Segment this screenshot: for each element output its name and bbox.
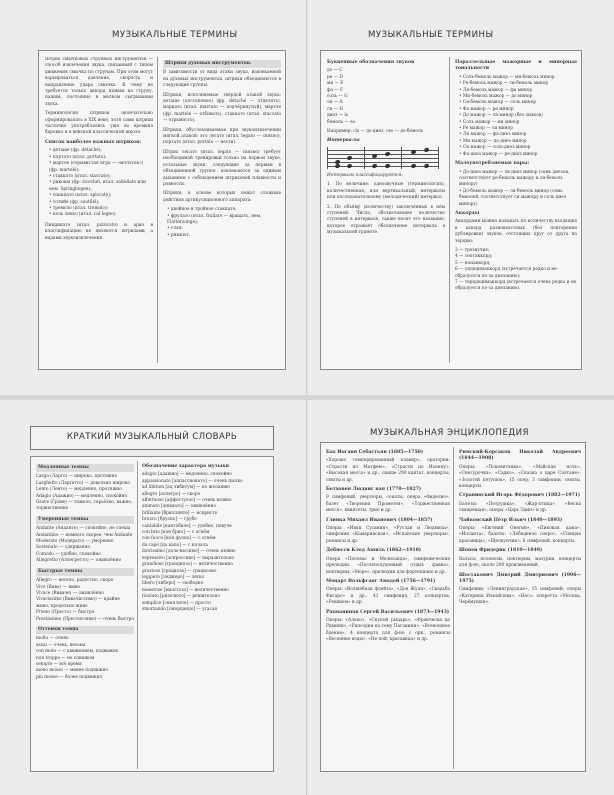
dict-entry: libero [либеро] — свободно xyxy=(142,581,204,587)
example-text: Например: cis — до-диез, ces — до-бемоль xyxy=(327,129,424,135)
dict-entry: Lento (Ленто) — медленно, протяжно xyxy=(36,487,122,493)
list-item: • Ля-бемоль мажор — фа минор xyxy=(459,87,533,93)
dict-entry: Vivace (Виваче) — оживлённо xyxy=(36,590,104,596)
caption: Интервалы классифицируются: xyxy=(327,172,403,178)
list-item: • слэп; xyxy=(167,226,183,232)
dict-entry: meno mosso — менее подвижно xyxy=(36,668,109,674)
composer-name: Шостакович Дмитрий Дмитриевич (1906—1975) xyxy=(459,572,581,584)
dict-entry: con fuoco [кон фуоко] — с огнём xyxy=(142,536,216,542)
dict-entry: cantabile [кантабиле] — удобно, певуче xyxy=(142,523,232,529)
composer-works: Оперы: «Алеко», «Скупой рыцарь», «Франческа да Римини», «Рапсодия на тему Паганини», «Всенощное бдение», 4 концерта для ф-но с орк., романсы «Весенние воды», «Не пой, красавица» и др. xyxy=(326,617,450,643)
list-item: • коль леньо (итал. col legno). xyxy=(49,212,117,218)
dict-entry: brusco [бруско] — грубо xyxy=(142,517,197,523)
composer-name: Римский-Корсаков Николай Андреевич (1844—1908) xyxy=(459,450,581,462)
note-letter: ре — D xyxy=(327,74,343,80)
list-item: • мартле (отрывистая игра — «молоток») (фр. martelé); xyxy=(49,161,144,173)
list-item: • Фа мажор — ре минор xyxy=(459,106,514,112)
composer-works: «Хорошо темперированный клавир», оратории: «Страсти по Матфею», «Страсти по Иоанну», «Высокая месса» и др., свыше 200 кантат, концерты, сюиты и др. xyxy=(326,458,450,483)
composer-name: Рахманинов Сергей Васильевич (1873—1943) xyxy=(326,609,450,615)
list-item: • сотийе (фр. sautillé); xyxy=(49,199,100,205)
column-divider xyxy=(449,57,450,363)
dict-entry: Vivacissimo (Вивачиссимо) — крайне живо, предельно живо xyxy=(36,597,120,609)
composer-works: Опера «Пеллеас и Мелизанда», симфонические прелюдии «Послеполуденный отдых фавна», ноктюрны, «Море», прелюдии для фортепиано и др. xyxy=(326,556,450,575)
section-heading: Параллельные мажорные и минорные тональности xyxy=(455,60,577,72)
composer-name: Шопен Фридерик (1810—1849) xyxy=(459,548,543,554)
list-item: • До-бемоль мажор — ля-бемоль минор (семь бемолей, соответствует си мажору и соль-диез минору) xyxy=(459,188,567,207)
top-right-page xyxy=(308,0,614,395)
intro-text: Штрих смычковых струнных инструментов — способ извлечения звука, связанный с типом движения смычка по струнам. При этом могут варьироваться давление, скорость и направление удара смычка. К чему не требуется только аккорд нажим на струну, нажим, постоянно в мелком сыгрывании звука. xyxy=(45,57,153,107)
paragraph: В зависимости от вида атаки звука, извлекаемой на духовых инструментах, штрихи объединяются в следующие группы. xyxy=(163,70,281,89)
list-item: • Ля мажор — фа-диез минор xyxy=(459,132,527,138)
list-item: 5 — нонаккорд; xyxy=(455,260,491,266)
dict-entry: da capo [да капо] — с начала xyxy=(142,542,208,548)
dict-entry: Allegretto (Аллегретто) — оживлённо xyxy=(36,558,122,564)
paragraph: 1. По величине: однозвучные (терминология), количественная, или вертикальный, интервалы или последовательному (мелодический) интервал. xyxy=(327,182,445,201)
dict-entry: Moderato (Модерато) — умеренно xyxy=(36,539,114,545)
character-column xyxy=(142,461,270,769)
section-heading: Оттенки темпа xyxy=(36,626,134,634)
strings-column xyxy=(45,57,153,363)
list-item: • До мажор — ля минор (без знаков) xyxy=(459,113,543,119)
running-head: МУЗЫКАЛЬНЫЕ ТЕРМИНЫ xyxy=(368,30,494,40)
paragraph: 2. По объёму (количеству) заключённых в нём ступеней. Число, обозначающее количество ступеней в интервале, также носит его название, которое отражает обозначение интервала в музыкальной грамоте. xyxy=(327,204,445,236)
dict-entry: leggiero [леджеро] — легко xyxy=(142,574,205,580)
dict-entry: con moto — с движением, подвижно xyxy=(36,649,119,655)
dict-entry: con brio [кон брио] — с огнём xyxy=(142,530,210,536)
bottom-left-page xyxy=(0,400,306,795)
note-letter: бемоль — es xyxy=(327,119,355,125)
dict-entry: adagio [адажио] — медленно, спокойно xyxy=(142,472,232,478)
list-item: • Ре-бемоль мажор — си-бемоль минор xyxy=(459,81,549,87)
composer-name: Моцарт Вольфганг Амадей (1756—1791) xyxy=(326,578,436,584)
top-spread xyxy=(0,0,614,395)
dict-entry: smorzando [сморцандо] — угасая xyxy=(142,606,218,612)
paragraph: Аккордами можно называть по количеству входящих в аккорд разновысотных (без повторения дублировки) звуков, отстоящих друг от друга на терцию: xyxy=(455,219,577,244)
subheading: Интервалы xyxy=(327,138,360,144)
dict-entry: maestoso [маэстозо] — величественно xyxy=(142,587,229,593)
list-item: • Соль мажор — ми минор xyxy=(459,119,520,125)
note-letter: си — H xyxy=(327,106,344,112)
composer-works: Оперы: «Иван Сусанин», «Руслан и Людмила», симфонии «Камаринская», «Испанские увертюры», романсы и др. xyxy=(326,526,450,544)
keys-column xyxy=(455,57,577,363)
list-item: • До-диез мажор — ля-диез минор (семь диезов, соответствует ре-бемоль мажору и си-бемоль минору) xyxy=(459,169,570,188)
dict-entry: sempre — всё время xyxy=(36,661,82,667)
bottom-right-page xyxy=(308,400,614,795)
dict-entry: Grave (Граве) — тяжело, серьёзно, важно, торжественно xyxy=(36,500,133,512)
subheading: Малоупотребляемые пары: xyxy=(455,161,530,167)
list-item: • деташе (фр. détaché); xyxy=(49,148,102,154)
paragraph: Штрихи, в основе которых лежат сложные действия артикуляционного аппарата: xyxy=(163,191,281,203)
note-letter: соль — G xyxy=(327,94,348,100)
dict-entry: Sostenuto — сдержанно xyxy=(36,545,91,551)
list-item: • Ми мажор — до-диез минор xyxy=(459,138,527,144)
note-letter: ми — E xyxy=(327,81,344,87)
composer-name: Глинка Михаил Иванович (1804—1857) xyxy=(326,517,433,523)
note-letter: диез — is xyxy=(327,113,349,119)
footer-note: Пиццикато (итал. pizzicato) и арко в классификацию не являются штрихами, а видами звукоизвлечения. xyxy=(45,222,153,241)
composer-works: Балеты: «Петрушка», «Жар-птица», «Весна священная», оперы «Царь Эдип» и др. xyxy=(459,501,581,514)
winds-column xyxy=(163,57,281,363)
list-heading: Список наиболее важных штрихов: xyxy=(45,139,141,145)
dict-entry: Vivo (Виво) — живо xyxy=(36,584,81,590)
composer-name: Бах Иоганн Себастьян (1685—1750) xyxy=(326,450,424,455)
composer-works: Вальсы, полонезы, ноктюрны, мазурки, концерты для ф-но, около 200 произведений. xyxy=(459,556,581,569)
dict-entry: risoluto [ризолюто] — решительно xyxy=(142,594,220,600)
column-divider xyxy=(137,461,138,769)
dict-entry: molto — очень xyxy=(36,636,69,642)
section-heading: Обозначение характера музыки xyxy=(142,464,229,469)
dict-entry: Adagio (Адажио) — медленно, спокойно xyxy=(36,493,128,499)
dict-entry: Larghetto (Ларгетто) — довольно широко xyxy=(36,480,130,486)
dict-entry: allegro [аллегро] — скоро xyxy=(142,491,201,497)
dict-entry: affettuoso [аффеттуозо] — очень нежно xyxy=(142,498,232,504)
composer-works: 9 симфоний, увертюры, сонаты, опера «Фиделио», балет «Творения Прометея», «Торжественная месса», квинтеты, трио и др. xyxy=(326,495,450,514)
composer-name: Дебюсси Клод Ашиль (1862—1918) xyxy=(326,548,422,554)
content-frame xyxy=(38,50,286,370)
dict-entry: espressivo [эспрессиво] — выразительно xyxy=(142,555,235,561)
list-item: • Си мажор — соль-диез минор xyxy=(459,145,531,151)
composer-name: Бетховен Людвиг ван (1770—1827) xyxy=(326,487,422,493)
dict-entry: Allegro — весело, радостно, скоро xyxy=(36,578,114,584)
note-letter: до — C xyxy=(327,68,343,74)
notation-column xyxy=(327,57,445,363)
composer-works: Симфонии: «Ленинградская», 15 симфоний; оперы «Катерина Измайлова», «Нос»; оперетта «Москва, Черёмушки». xyxy=(459,587,581,606)
list-item: • Ми-бемоль мажор — до минор xyxy=(459,94,533,100)
dict-entry: grazioso [грациозо] — грациозно xyxy=(142,568,217,574)
section-heading: Штрихи духовых инструментов. xyxy=(163,60,281,68)
list-item: • стаккато (итал. staccato); xyxy=(49,173,111,179)
list-item: 7 — терцдецимаккорд (встречается очень редко и не образуется по-за диезанию). xyxy=(455,280,577,292)
dict-entry: più mosso — более подвижно xyxy=(36,674,103,680)
dict-entry: Andantino — немного скорее, чем Andante xyxy=(36,532,133,538)
composers-column-1 xyxy=(326,447,450,769)
subheading: Аккорды xyxy=(455,210,480,216)
dict-entry: brillante [бриллянте] — искристо xyxy=(142,510,218,516)
content-frame xyxy=(320,50,582,370)
running-head: МУЗЫКАЛЬНАЯ ЭНЦИКЛОПЕДИЯ xyxy=(370,428,530,438)
composer-name: Стравинский Игорь Фёдорович (1882—1971) xyxy=(459,493,581,499)
column-divider xyxy=(453,447,454,769)
list-item: • Си-бемоль мажор — соль минор xyxy=(459,100,537,106)
paragraph: Терминология штрихов окончательно сформировалась в XIX веке, хотя сами штрихи частично употреблялись уже во времена барокко и в венской классической школе. xyxy=(45,111,153,136)
dict-entry: assai — очень, весьма xyxy=(36,642,86,648)
list-item: • Ре мажор — си минор xyxy=(459,126,513,132)
dict-entry: appassionato [аппассионато] — очень пылко xyxy=(142,478,243,484)
dict-entry: ad libitum [ад либитум] — по желанию xyxy=(142,485,230,491)
composer-works: Оперы: «Псковитянка», «Майская ночь», «Снегурочка», «Садко», «Сказка о царе Салтане», «Золотой петушок», 15 опер, 3 симфонии, сюиты, концерты. xyxy=(459,464,581,490)
dict-entry: Prestissimo (Престиссимо) — очень быстро xyxy=(36,616,134,622)
content-frame xyxy=(320,442,586,772)
column-divider xyxy=(157,57,158,363)
page-title: КРАТКИЙ МУЗЫКАЛЬНЫЙ СЛОВАРЬ xyxy=(30,426,274,450)
tempo-column xyxy=(36,461,134,769)
list-item: • портато (итал. portato); xyxy=(49,154,107,160)
list-item: 6 — ундецимаккорд (встречается редко и не образуется по-за диезанию); xyxy=(455,267,557,279)
paragraph: Штрих легато (итал. legato — связно) требует необходимой тренировки только на первом звуке, остальные звуки, следующие за первым в объединенной группе, извлекаются за единым дыханием с соблюдением штриховой плавности и ровности. xyxy=(163,149,281,187)
list-item: • спиккато (итал. spiccato); xyxy=(49,193,112,199)
content-frame xyxy=(30,456,274,772)
dict-entry: dolcissimo [дольчиссимо] — очень нежно xyxy=(142,549,236,555)
dict-entry: Andante (Анданте) — спокойно, не спеша xyxy=(36,526,131,532)
list-item: 4 — септаккорд; xyxy=(455,254,493,260)
dict-entry: non troppo — не слишком xyxy=(36,655,95,661)
paragraph: Штрихи, исполняемые твёрдой атакой звука: деташе (постепенно) (фр. détaché — отделять), маркато (итал. marcato — подчёркнутый), мартле (фр. martelé — отбивать), стаккато (итал. staccato — отрывисто). xyxy=(163,92,281,124)
composer-name: Чайковский Пётр Ильич (1840—1893) xyxy=(459,517,563,523)
section-heading: Медленные темпы xyxy=(36,464,134,472)
dict-entry: grandioso [грандиозо] — величественно xyxy=(142,562,233,568)
list-item: • фрулато (итал. frullare — вращать, нем. Flatterzunge); xyxy=(167,213,262,225)
note-letter: фа — F xyxy=(327,87,343,93)
list-item: • рикоше (фр. ricochet, итал. saltellato или нем. Springbogen); xyxy=(49,180,146,192)
bottom-spread xyxy=(0,400,614,795)
list-item: • двойное и тройное стаккато; xyxy=(167,207,237,213)
composer-works: Оперы: «Евгений Онегин», «Пиковая дама», «Иоланта», балеты: «Лебединое озеро», «Спящая красавица», «Щелкунчик», 6 симфоний, концерты. xyxy=(459,526,581,544)
note-letter: ля — A xyxy=(327,100,343,106)
dict-entry: animato [анимато] — оживлённо xyxy=(142,504,216,510)
dict-entry: Presto (Престо) — быстро xyxy=(36,610,95,616)
composers-column-2 xyxy=(459,447,581,769)
list-item: • Фа-диез мажор — ре-диез минор xyxy=(459,151,538,157)
top-left-page xyxy=(0,0,306,395)
list-item: • тремоло (итал. tremolo); xyxy=(49,205,109,211)
dict-entry: semplice [семпличе] — просто xyxy=(142,600,211,606)
section-heading: Буквенные обозначения звуков xyxy=(327,60,415,65)
dict-entry: Comodo — удобно, спокойно xyxy=(36,551,101,557)
dict-entry: Largo (Ларго) — широко, протяжно xyxy=(36,474,118,480)
music-staff xyxy=(327,147,439,169)
list-item: • римшот. xyxy=(167,232,191,238)
paragraph: Штрихи, обусловливаемые при звукоизвлечении мягкой атакой: это легато (итал. legato — связно), портато (итал. portato — нести). xyxy=(163,127,281,146)
list-item: 3 — трезвучие; xyxy=(455,247,490,253)
list-item: • Соль-бемоль мажор — ми-бемоль минор xyxy=(459,74,555,80)
section-heading: Умеренные темпы xyxy=(36,516,134,524)
running-head: МУЗЫКАЛЬНЫЕ ТЕРМИНЫ xyxy=(112,30,238,40)
composer-works: Оперы: «Волшебная флейта», «Дон Жуан», «Свадьба Фигаро» и др., 41 симфония, 27 концертов, «Реквием» и др. xyxy=(326,587,450,606)
section-heading: Быстрые темпы xyxy=(36,568,134,576)
